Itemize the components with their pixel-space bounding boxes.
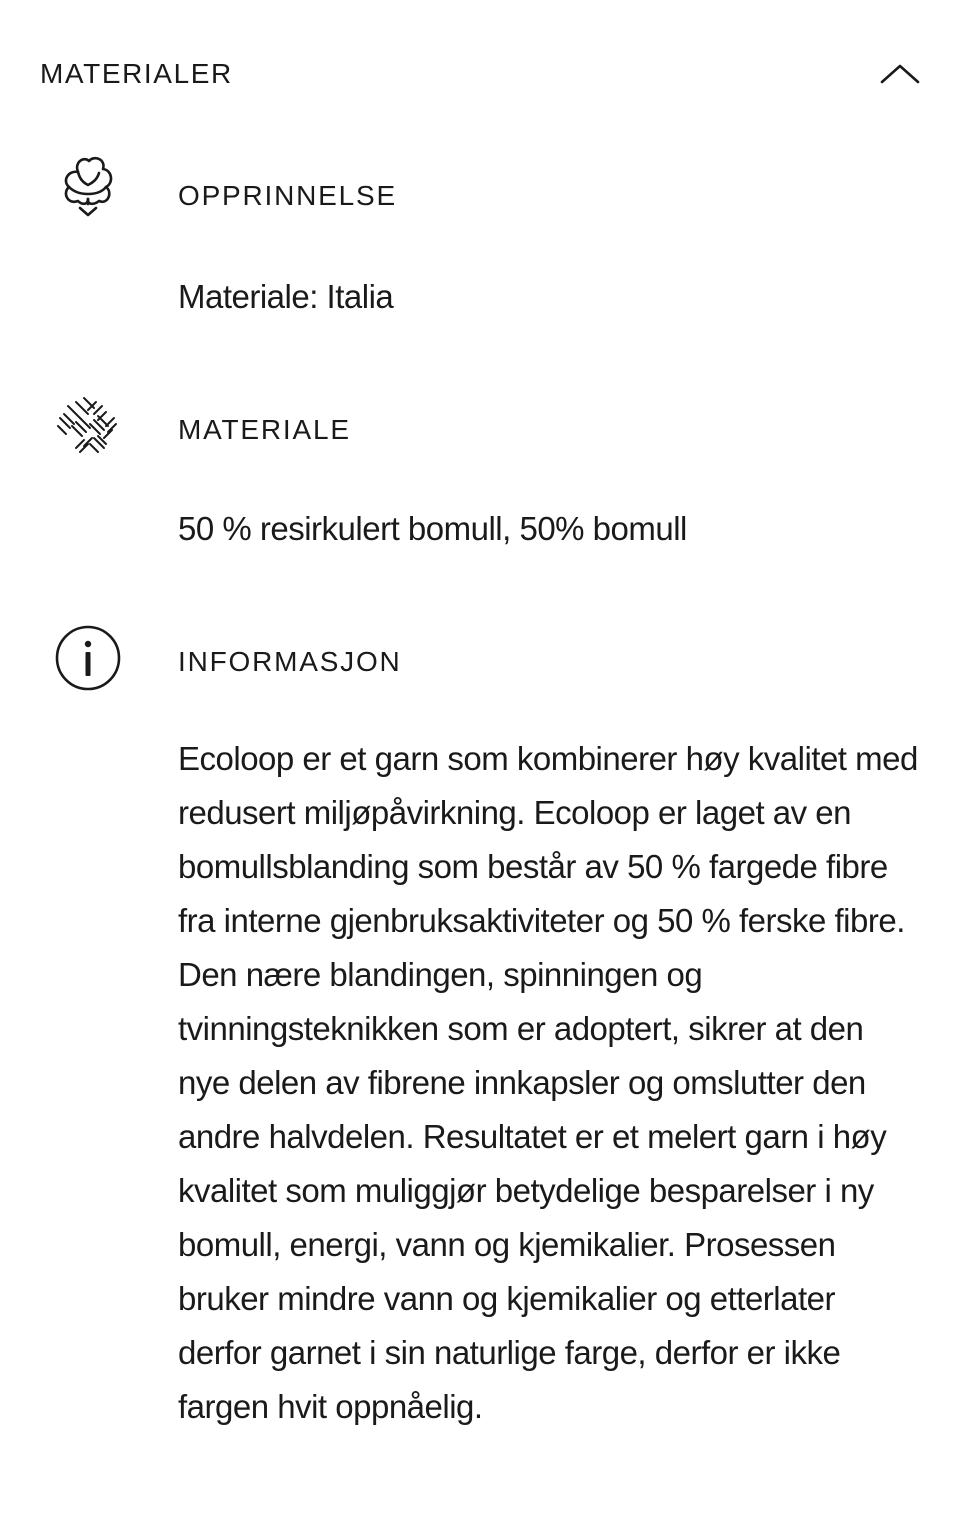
chevron-up-icon[interactable] bbox=[880, 62, 920, 86]
information-value: Ecoloop er et garn som kombinerer høy kvalitet med redusert miljøpåvirkning. Ecoloop er laget av en bomullsblanding som består av 50 % fargede fibre fra interne gjenbruksaktiviteter og 50 % ferske fibre. Den nære blandingen, spinningen og tvinningsteknikken som er adoptert, sikrer at den nye delen av fibrene innkapsler og omslutter den andre halvdelen. Resultatet er et melert garn i høy kvalitet som muliggjør betydelige besparelser i ny bomull, energi, vann og kjemikalier. Prosessen bruker mindre vann og kjemikalier og etterlater derfor garnet i sin naturlige farge, derfor er ikke fargen hvit oppnåelig. bbox=[178, 740, 918, 1425]
origin-heading: OPPRINNELSE bbox=[178, 180, 397, 211]
material-heading: MATERIALE bbox=[178, 414, 351, 445]
materials-accordion-header[interactable] bbox=[40, 52, 920, 96]
origin-value: Materiale: Italia bbox=[178, 278, 394, 315]
info-icon bbox=[52, 622, 124, 694]
cotton-flower-icon bbox=[52, 150, 124, 222]
woven-fabric-icon bbox=[52, 390, 124, 462]
accordion-title: MATERIALER bbox=[40, 58, 233, 89]
information-heading: INFORMASJON bbox=[178, 646, 402, 677]
material-value: 50 % resirkulert bomull, 50% bomull bbox=[178, 510, 687, 547]
